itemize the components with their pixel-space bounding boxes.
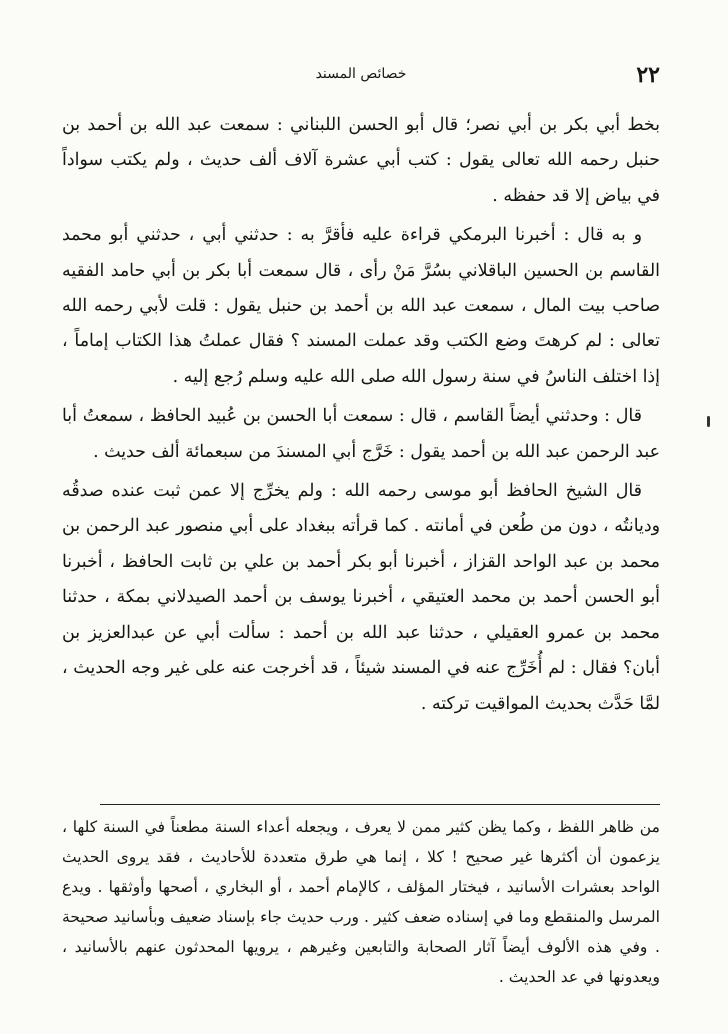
footnote-area bbox=[62, 812, 660, 992]
paragraph-2: و به قال : أخبرنا البرمكي قراءة عليه فأقرَّ به : حدثني أبي ، حدثني أبو محمد القاسم بن الحسين الباقلاني بسُرَّ مَنْ رأى ، قال سمعت أبا بكر بن أبي حامد الفقيه صاحب بيت المال ، سمعت عبد الله بن أحمد بن حنبل يقول : قلت لأبي رحمه الله تعالى : لم كرهتَ وضع الكتب وقد عملت المسند ؟ فقال عملتُ هذا الكتاب إماماً ، إذا اختلف الناسُ في سنة رسول الله صلى الله عليه وسلم رُجع إليه . bbox=[62, 225, 660, 387]
running-head bbox=[62, 62, 660, 90]
paragraph-4: قال الشيخ الحافظ أبو موسى رحمه الله : ولم يخرِّج إلا عمن ثبت عنده صدقُه وديانتُه ، دون من طُعن في أمانته . كما قرأته ببغداد على أبي منصور عبد الرحمن بن محمد بن عبد الواحد القزاز ، أخبرنا أبو بكر أحمد بن علي بن ثابت الحافظ ، أخبرنا أبو الحسن أحمد بن محمد العتيقي ، أخبرنا يوسف بن أحمد الصيدلاني بمكة ، حدثنا محمد بن عمرو العقيلي ، حدثنا عبد الله بن أحمد : سألت أبي عن عبدالعزيز بن أبان؟ فقال : لم أُخَرِّج عنه في المسند شيئاً ، قد أخرجت عنه على غير وجه الحديث ، لمَّا حَدَّث بحديث المواقيت تركته . bbox=[62, 481, 660, 714]
main-text bbox=[62, 108, 660, 722]
running-title: خصائص المسند bbox=[315, 66, 407, 82]
margin-mark bbox=[707, 416, 710, 427]
paragraph-1: بخط أبي بكر بن أبي نصر؛ قال أبو الحسن اللبناني : سمعت عبد الله بن أحمد بن حنبل رحمه الله تعالى يقول : كتب أبي عشرة آلاف ألف حديث ، ولم يكتب سواداً في بياض إلا قد حفظه . bbox=[62, 115, 660, 206]
paragraph-3: قال : وحدثني أيضاً القاسم ، قال : سمعت أبا الحسن بن عُبيد الحافظ ، سمعتُ أبا عبد الرحمن عبد الله بن أحمد يقول : خَرَّج أبي المسندَ من سبعمائة ألف حديث . bbox=[62, 406, 660, 462]
footnote-divider bbox=[100, 804, 660, 805]
footnote-text: من ظاهر اللفظ ، وكما يظن كثير ممن لا يعرف ، ويجعله أعداء السنة مطعناً في السنة كلها ، يزعمون أن أكثرها غير صحيح ! كلا ، إنما هي طرق متعددة للأحاديث ، فقد يروى الحديث الواحد بعشرات الأسانيد ، فيختار المؤلف ، كالإمام أحمد ، أو البخاري ، أصحها وأوثقها . ويدع المرسل والمنقطع وما في إسناده ضعف كثير . ورب حديث جاء بإسناد ضعيف وبأسانيد صحيحة . وفي هذه الألوف أيضاً آثار الصحابة والتابعين وغيرهم ، يرويها المحدثون عنهم بالأسانيد ، ويعدونها في عد الحديث . bbox=[62, 818, 660, 986]
page-number: ٢٢ bbox=[636, 62, 660, 88]
